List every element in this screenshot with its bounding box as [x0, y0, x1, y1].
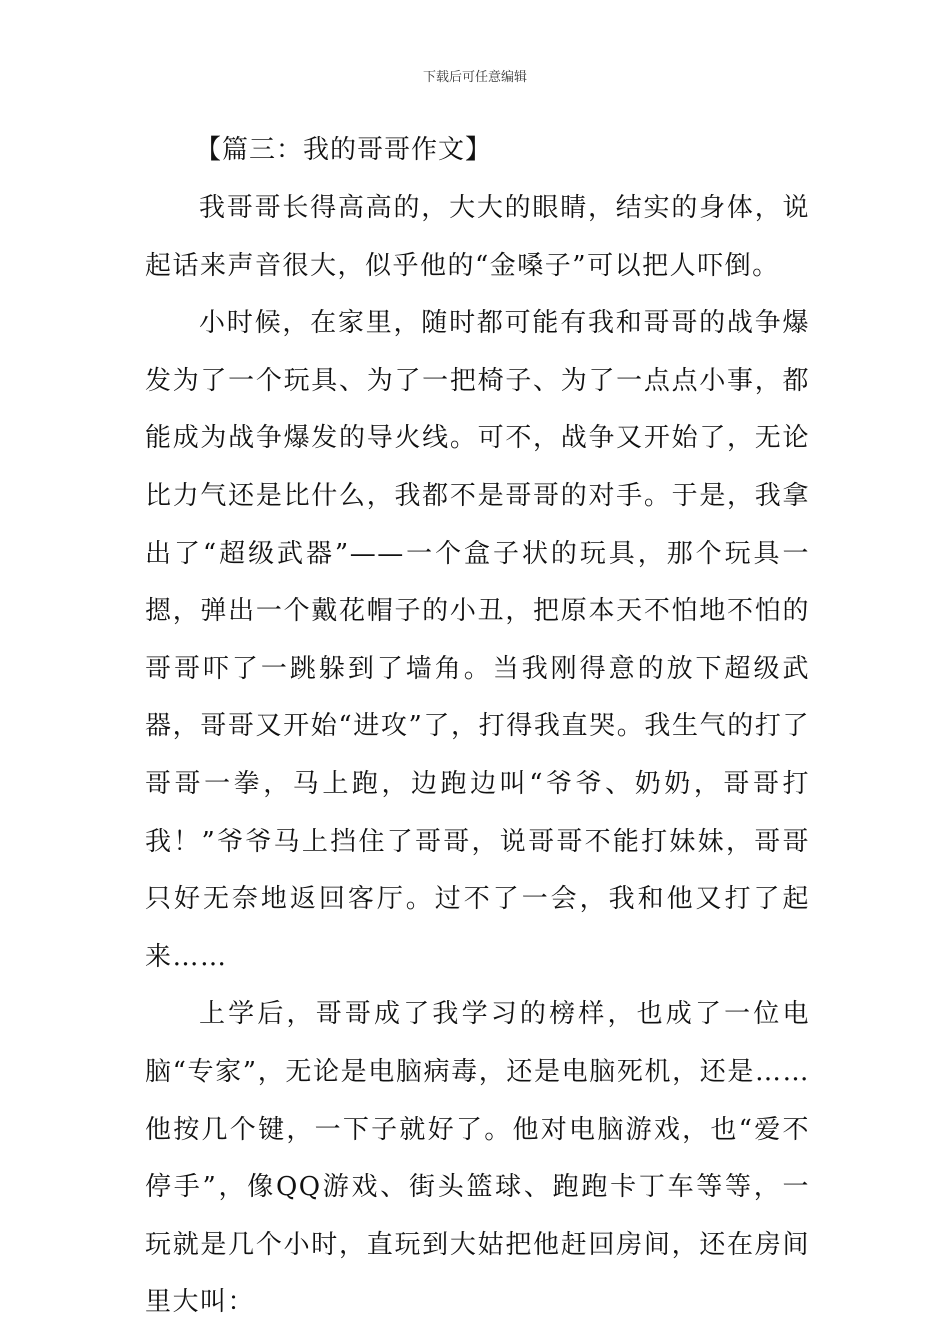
document-title: 【篇三：我的哥哥作文】: [195, 135, 493, 165]
document-body: [145, 120, 810, 1332]
paragraph-3: 上学后，哥哥成了我学习的榜样，也成了一位电脑“专家”，无论是电脑病毒，还是电脑死机，还是……他按几个键，一下子就好了。他对电脑游戏，也“爱不停手”，像QQ游戏、街头篮球、跑跑卡丁车等等，一玩就是几个小时，直玩到大姑把他赶回房间，还在房间里大叫：: [145, 999, 810, 1318]
paragraph-2: 小时候，在家里，随时都可能有我和哥哥的战争爆发为了一个玩具、为了一把椅子、为了一点点小事，都能成为战争爆发的导火线。可不，战争又开始了，无论比力气还是比什么，我都不是哥哥的对手。于是，我拿出了“超级武器”——一个盒子状的玩具，那个玩具一摁，弹出一个戴花帽子的小丑，把原本天不怕地不怕的哥哥吓了一跳躲到了墙角。当我刚得意的放下超级武器，哥哥又开始“进攻”了，打得我直哭。我生气的打了哥哥一拳，马上跑，边跑边叫“爷爷、奶奶，哥哥打我！”爷爷马上挡住了哥哥，说哥哥不能打妹妹，哥哥只好无奈地返回客厅。过不了一会，我和他又打了起来……: [145, 308, 810, 972]
paragraph-1: 我哥哥长得高高的，大大的眼睛，结实的身体，说起话来声音很大，似乎他的“金嗓子”可以把人吓倒。: [145, 193, 810, 281]
page-header-note: 下载后可任意编辑: [422, 70, 527, 85]
